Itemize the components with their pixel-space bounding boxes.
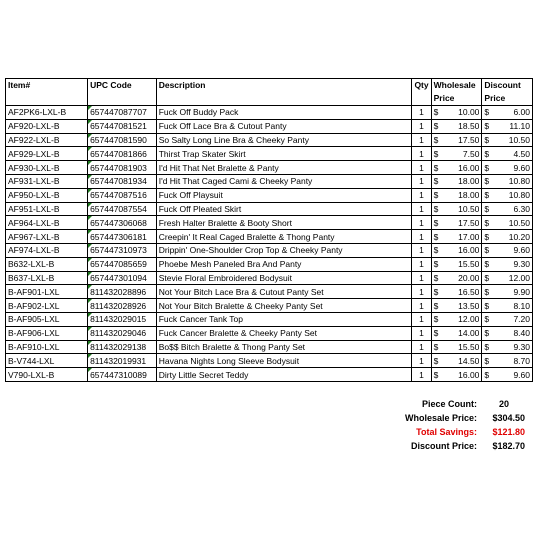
cell-marker-icon: [88, 134, 92, 138]
upc-value: 657447087554: [90, 203, 147, 214]
wholesale-currency: $: [431, 257, 445, 271]
discount-cell: 10.80: [496, 188, 532, 202]
wholesale-cell: 10.50: [446, 202, 482, 216]
wholesale-cell: 15.50: [446, 257, 482, 271]
discount-cell: 10.80: [496, 174, 532, 188]
description-cell: Drippin' One-Shoulder Crop Top & Cheeky Panty: [156, 243, 412, 257]
header-item: Item#: [6, 79, 88, 106]
discount-currency: $: [482, 216, 496, 230]
discount-cell: 12.00: [496, 271, 532, 285]
wholesale-cell: 17.50: [446, 216, 482, 230]
discount-cell: 8.70: [496, 354, 532, 368]
wholesale-cell: 16.00: [446, 368, 482, 382]
description-cell: Fuck Off Playsuit: [156, 188, 412, 202]
header-description: Description: [156, 79, 412, 106]
qty-cell: 1: [412, 285, 431, 299]
discount-currency: $: [482, 340, 496, 354]
wholesale-cell: 7.50: [446, 147, 482, 161]
description-cell: Thirst Trap Skater Skirt: [156, 147, 412, 161]
table-row: [6, 299, 533, 313]
table-row: [6, 271, 533, 285]
cell-marker-icon: [88, 341, 92, 345]
discount-currency: $: [482, 243, 496, 257]
wholesale-cell: 17.50: [446, 133, 482, 147]
qty-cell: 1: [412, 354, 431, 368]
upc-cell: [88, 326, 157, 340]
item-cell: AF964-LXL-B: [6, 216, 88, 230]
upc-cell: [88, 119, 157, 133]
wholesale-currency: $: [431, 243, 445, 257]
upc-cell: [88, 230, 157, 244]
wholesale-currency: $: [431, 106, 445, 120]
table-row: [6, 340, 533, 354]
upc-value: 657447310973: [90, 245, 147, 256]
upc-value: 811432029138: [90, 341, 147, 352]
upc-cell: [88, 147, 157, 161]
upc-value: 657447081521: [90, 121, 147, 132]
discount-currency: $: [482, 354, 496, 368]
upc-value: 657447087516: [90, 190, 147, 201]
piece-count-value: 20: [498, 399, 509, 409]
qty-cell: 1: [412, 243, 431, 257]
wholesale-total-value: $304.50: [492, 413, 525, 423]
qty-cell: 1: [412, 147, 431, 161]
cell-marker-icon: [88, 216, 92, 220]
upc-value: 657447085659: [90, 259, 147, 270]
upc-value: 657447301094: [90, 272, 147, 283]
wholesale-cell: 20.00: [446, 271, 482, 285]
discount-currency: $: [482, 133, 496, 147]
header-wholesale: Wholesale Price: [431, 79, 482, 106]
cell-marker-icon: [88, 203, 92, 207]
table-row: [6, 161, 533, 175]
wholesale-currency: $: [431, 285, 445, 299]
cell-marker-icon: [88, 230, 92, 234]
wholesale-cell: 10.00: [446, 106, 482, 120]
item-cell: B-AF902-LXL: [6, 299, 88, 313]
cell-marker-icon: [88, 189, 92, 193]
discount-cell: 10.50: [496, 133, 532, 147]
table-row: [6, 216, 533, 230]
wholesale-cell: 18.00: [446, 174, 482, 188]
totals-summary: [405, 397, 525, 453]
qty-cell: 1: [412, 202, 431, 216]
qty-cell: 1: [412, 188, 431, 202]
manifest-table: [5, 78, 533, 382]
wholesale-currency: $: [431, 312, 445, 326]
cell-marker-icon: [88, 244, 92, 248]
upc-value: 811432029046: [90, 328, 147, 339]
discount-total-value: $182.70: [492, 441, 525, 451]
wholesale-currency: $: [431, 299, 445, 313]
discount-cell: 4.50: [496, 147, 532, 161]
description-cell: Not Your Bitch Bralette & Cheeky Panty Set: [156, 299, 412, 313]
upc-cell: [88, 106, 157, 120]
upc-cell: [88, 368, 157, 382]
discount-cell: 8.10: [496, 299, 532, 313]
table-row: [6, 174, 533, 188]
qty-cell: 1: [412, 312, 431, 326]
upc-value: 657447306068: [90, 217, 147, 228]
qty-cell: 1: [412, 161, 431, 175]
discount-cell: 10.20: [496, 230, 532, 244]
discount-total-label: Discount Price:: [410, 441, 477, 451]
qty-cell: 1: [412, 174, 431, 188]
wholesale-cell: 14.50: [446, 354, 482, 368]
cell-marker-icon: [88, 354, 92, 358]
item-cell: B-AF910-LXL: [6, 340, 88, 354]
qty-cell: 1: [412, 216, 431, 230]
wholesale-currency: $: [431, 271, 445, 285]
wholesale-currency: $: [431, 326, 445, 340]
cell-marker-icon: [88, 299, 92, 303]
cell-marker-icon: [88, 147, 92, 151]
wholesale-currency: $: [431, 174, 445, 188]
discount-currency: $: [482, 230, 496, 244]
wholesale-currency: $: [431, 161, 445, 175]
item-cell: AF2PK6-LXL-B: [6, 106, 88, 120]
discount-cell: 9.90: [496, 285, 532, 299]
item-cell: AF974-LXL-B: [6, 243, 88, 257]
wholesale-cell: 18.50: [446, 119, 482, 133]
upc-cell: [88, 285, 157, 299]
upc-value: 657447081590: [90, 134, 147, 145]
wholesale-currency: $: [431, 119, 445, 133]
upc-cell: [88, 174, 157, 188]
cell-marker-icon: [88, 258, 92, 262]
qty-cell: 1: [412, 230, 431, 244]
upc-cell: [88, 271, 157, 285]
upc-cell: [88, 354, 157, 368]
table-row: [6, 202, 533, 216]
discount-cell: 11.10: [496, 119, 532, 133]
discount-currency: $: [482, 202, 496, 216]
wholesale-total-row: [405, 411, 525, 425]
table-row: [6, 243, 533, 257]
discount-cell: 10.50: [496, 216, 532, 230]
table-row: [6, 285, 533, 299]
discount-currency: $: [482, 174, 496, 188]
description-cell: I'd Hit That Caged Cami & Cheeky Panty: [156, 174, 412, 188]
discount-currency: $: [482, 368, 496, 382]
discount-currency: $: [482, 285, 496, 299]
wholesale-cell: 16.00: [446, 243, 482, 257]
savings-total-value: $121.80: [492, 427, 525, 437]
description-cell: Not Your Bitch Lace Bra & Cutout Panty Set: [156, 285, 412, 299]
upc-cell: [88, 202, 157, 216]
table-row: [6, 133, 533, 147]
discount-cell: 8.40: [496, 326, 532, 340]
description-cell: Fuck Cancer Bralette & Cheeky Panty Set: [156, 326, 412, 340]
description-cell: Fuck Off Pleated Skirt: [156, 202, 412, 216]
discount-currency: $: [482, 257, 496, 271]
qty-cell: 1: [412, 299, 431, 313]
description-cell: Fuck Off Lace Bra & Cutout Panty: [156, 119, 412, 133]
wholesale-cell: 16.50: [446, 285, 482, 299]
wholesale-cell: 16.00: [446, 161, 482, 175]
qty-cell: 1: [412, 133, 431, 147]
table-row: [6, 106, 533, 120]
upc-value: 657447310089: [90, 369, 147, 380]
table-row: [6, 326, 533, 340]
description-cell: Creepin' It Real Caged Bralette & Thong Panty: [156, 230, 412, 244]
savings-total-label: Total Savings:: [416, 427, 477, 437]
upc-cell: [88, 216, 157, 230]
discount-currency: $: [482, 271, 496, 285]
qty-cell: 1: [412, 326, 431, 340]
piece-count-label: Piece Count:: [421, 399, 477, 409]
qty-cell: 1: [412, 257, 431, 271]
discount-currency: $: [482, 119, 496, 133]
discount-cell: 9.30: [496, 257, 532, 271]
upc-cell: [88, 188, 157, 202]
cell-marker-icon: [88, 175, 92, 179]
wholesale-currency: $: [431, 147, 445, 161]
description-cell: Stevie Floral Embroidered Bodysuit: [156, 271, 412, 285]
wholesale-cell: 14.00: [446, 326, 482, 340]
header-discount: Discount Price: [482, 79, 533, 106]
item-cell: B-V744-LXL: [6, 354, 88, 368]
discount-cell: 9.60: [496, 368, 532, 382]
wholesale-currency: $: [431, 368, 445, 382]
description-cell: Havana Nights Long Sleeve Bodysuit: [156, 354, 412, 368]
item-cell: B637-LXL-B: [6, 271, 88, 285]
upc-cell: [88, 340, 157, 354]
item-cell: B-AF906-LXL: [6, 326, 88, 340]
description-cell: Fuck Cancer Tank Top: [156, 312, 412, 326]
wholesale-currency: $: [431, 216, 445, 230]
discount-cell: 9.60: [496, 161, 532, 175]
discount-total-row: [405, 439, 525, 453]
cell-marker-icon: [88, 368, 92, 372]
discount-currency: $: [482, 161, 496, 175]
discount-currency: $: [482, 106, 496, 120]
discount-cell: 7.20: [496, 312, 532, 326]
cell-marker-icon: [88, 272, 92, 276]
upc-value: 811432019931: [90, 355, 147, 366]
cell-marker-icon: [88, 313, 92, 317]
table-row: [6, 119, 533, 133]
qty-cell: 1: [412, 119, 431, 133]
cell-marker-icon: [88, 327, 92, 331]
header-row: [6, 79, 533, 106]
wholesale-currency: $: [431, 230, 445, 244]
upc-value: 657447081866: [90, 148, 147, 159]
discount-currency: $: [482, 299, 496, 313]
description-cell: Fuck Off Buddy Pack: [156, 106, 412, 120]
wholesale-currency: $: [431, 340, 445, 354]
description-cell: Bo$$ Bitch Bralette & Thong Panty Set: [156, 340, 412, 354]
qty-cell: 1: [412, 271, 431, 285]
upc-cell: [88, 243, 157, 257]
wholesale-currency: $: [431, 202, 445, 216]
wholesale-currency: $: [431, 354, 445, 368]
item-cell: AF950-LXL-B: [6, 188, 88, 202]
header-upc: UPC Code: [88, 79, 157, 106]
qty-cell: 1: [412, 368, 431, 382]
description-cell: So Salty Long Line Bra & Cheeky Panty: [156, 133, 412, 147]
wholesale-cell: 17.00: [446, 230, 482, 244]
item-cell: AF929-LXL-B: [6, 147, 88, 161]
cell-marker-icon: [88, 161, 92, 165]
wholesale-cell: 12.00: [446, 312, 482, 326]
upc-cell: [88, 133, 157, 147]
qty-cell: 1: [412, 340, 431, 354]
discount-currency: $: [482, 147, 496, 161]
discount-cell: 6.00: [496, 106, 532, 120]
wholesale-cell: 18.00: [446, 188, 482, 202]
wholesale-cell: 13.50: [446, 299, 482, 313]
item-cell: AF922-LXL-B: [6, 133, 88, 147]
header-qty: Qty: [412, 79, 431, 106]
table-row: [6, 312, 533, 326]
wholesale-total-label: Wholesale Price:: [404, 413, 477, 423]
table-body: [6, 106, 533, 382]
item-cell: AF920-LXL-B: [6, 119, 88, 133]
upc-cell: [88, 161, 157, 175]
table-row: [6, 368, 533, 382]
table-row: [6, 257, 533, 271]
wholesale-currency: $: [431, 188, 445, 202]
item-cell: V790-LXL-B: [6, 368, 88, 382]
description-cell: Phoebe Mesh Paneled Bra And Panty: [156, 257, 412, 271]
savings-total-row: [405, 425, 525, 439]
upc-value: 657447087707: [90, 107, 147, 118]
item-cell: AF930-LXL-B: [6, 161, 88, 175]
upc-value: 811432029015: [90, 314, 147, 325]
item-cell: B-AF905-LXL: [6, 312, 88, 326]
upc-value: 657447306181: [90, 231, 147, 242]
table-row: [6, 188, 533, 202]
wholesale-currency: $: [431, 133, 445, 147]
upc-value: 657447081934: [90, 176, 147, 187]
discount-currency: $: [482, 326, 496, 340]
discount-cell: 9.60: [496, 243, 532, 257]
upc-cell: [88, 299, 157, 313]
discount-currency: $: [482, 312, 496, 326]
upc-value: 811432028896: [90, 286, 147, 297]
table-row: [6, 147, 533, 161]
discount-currency: $: [482, 188, 496, 202]
wholesale-cell: 15.50: [446, 340, 482, 354]
upc-value: 811432028926: [90, 300, 147, 311]
cell-marker-icon: [88, 106, 92, 110]
item-cell: AF951-LXL-B: [6, 202, 88, 216]
description-cell: Fresh Halter Bralette & Booty Short: [156, 216, 412, 230]
cell-marker-icon: [88, 120, 92, 124]
description-cell: Dirty Little Secret Teddy: [156, 368, 412, 382]
upc-cell: [88, 312, 157, 326]
item-cell: B632-LXL-B: [6, 257, 88, 271]
table-row: [6, 354, 533, 368]
upc-value: 657447081903: [90, 162, 147, 173]
item-cell: B-AF901-LXL: [6, 285, 88, 299]
discount-cell: 6.30: [496, 202, 532, 216]
cell-marker-icon: [88, 285, 92, 289]
discount-cell: 9.30: [496, 340, 532, 354]
upc-cell: [88, 257, 157, 271]
item-cell: AF967-LXL-B: [6, 230, 88, 244]
description-cell: I'd Hit That Net Bralette & Panty: [156, 161, 412, 175]
item-cell: AF931-LXL-B: [6, 174, 88, 188]
piece-count-row: [405, 397, 525, 411]
table-row: [6, 230, 533, 244]
qty-cell: 1: [412, 106, 431, 120]
